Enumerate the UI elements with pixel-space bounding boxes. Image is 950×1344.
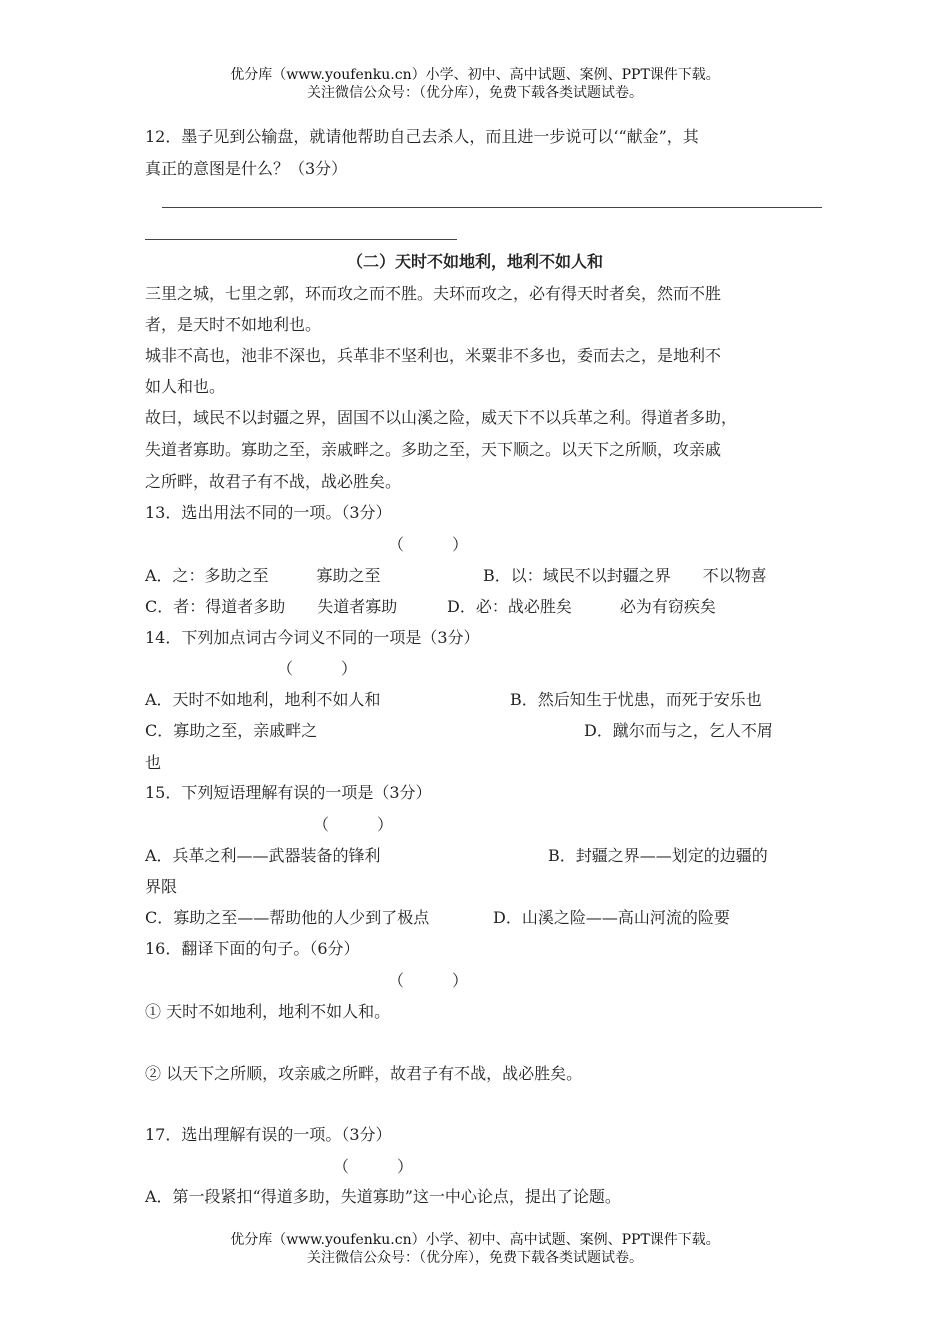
q15-option-b: B．封疆之界——划定的边疆的 [548, 846, 768, 865]
q14-stem: 14．下列加点词古今词义不同的一项是（3分） [145, 628, 480, 647]
answer-line [162, 207, 822, 208]
q12-text-1: 12．墨子见到公输盘，就请他帮助自己去杀人，而且进一步说可以‘“献金”，其 [145, 127, 699, 146]
passage-line: 之所畔，故君子有不战，战必胜矣。 [145, 472, 402, 491]
q17-stem: 17．选出理解有误的一项。（3分） [145, 1125, 392, 1144]
passage-line: 如人和也。 [145, 377, 226, 396]
passage-line: 失道者寡助。寡助之至，亲戚畔之。多助之至，天下顺之。以天下之所顺，攻亲戚 [145, 440, 722, 459]
q14-option-d-continued: 也 [145, 753, 162, 772]
q13-answer-paren: （ ） [388, 535, 469, 554]
passage-line: 城非不高也，池非不深也，兵革非不坚利也，米粟非不多也，委而去之，是地利不 [145, 346, 722, 365]
q15-option-d: D．山溪之险——高山河流的险要 [493, 908, 730, 927]
q13-option-c: C．者：得道者多助 失道者寡助 [145, 597, 398, 616]
q14-option-c: C．寡助之至，亲戚畔之 [145, 721, 318, 740]
q12-text-2: 真正的意图是什么？（3分） [145, 159, 348, 178]
q17-answer-paren: （ ） [333, 1157, 414, 1176]
header-line-1: 优分库（www.youfenku.cn）小学、初中、高中试题、案例、PPT课件下载。 [230, 67, 720, 83]
footer-line-2: 关注微信公众号：（优分库），免费下载各类试题试卷。 [307, 1250, 643, 1266]
passage-line: 三里之城，七里之郭，环而攻之而不胜。夫环而攻之，必有得天时者矣，然而不胜 [145, 284, 722, 303]
q16-sentence-2: ② 以天下之所顺，攻亲戚之所畔，故君子有不战，战必胜矣。 [145, 1064, 583, 1083]
q13-stem: 13．选出用法不同的一项。（3分） [145, 503, 392, 522]
q13-option-d: D．必：战必胜矣 必为有窃疾矣 [447, 597, 716, 616]
q16-sentence-1: ① 天时不如地利，地利不如人和。 [145, 1002, 391, 1021]
answer-line [145, 239, 457, 240]
header-line-2: 关注微信公众号：（优分库），免费下载各类试题试卷。 [307, 85, 643, 101]
q15-option-c: C．寡助之至——帮助他的人少到了极点 [145, 908, 430, 927]
q15-answer-paren: （ ） [313, 815, 394, 834]
section-title: （二）天时不如地利，地利不如人和 [346, 252, 603, 271]
passage-line: 者，是天时不如地利也。 [145, 315, 322, 334]
q14-option-b: B．然后知生于忧患，而死于安乐也 [510, 690, 762, 709]
q13-option-a: A．之：多助之至 寡助之至 [145, 566, 381, 585]
q15-option-a: A．兵革之利——武器装备的锋利 [145, 846, 381, 865]
footer-line-1: 优分库（www.youfenku.cn）小学、初中、高中试题、案例、PPT课件下载。 [230, 1232, 720, 1248]
q16-stem: 16．翻译下面的句子。（6分） [145, 939, 360, 958]
q15-stem: 15．下列短语理解有误的一项是（3分） [145, 783, 432, 802]
q14-option-d: D．蹴尔而与之，乞人不屑 [584, 721, 773, 740]
q16-answer-paren: （ ） [388, 971, 469, 990]
q13-option-b: B．以：域民不以封疆之界 不以物喜 [483, 566, 767, 585]
q17-option-a: A．第一段紧扣“得道多助，失道寡助”这一中心论点，提出了论题。 [145, 1187, 621, 1206]
q14-answer-paren: （ ） [277, 659, 358, 678]
q15-option-b-continued: 界限 [145, 877, 178, 896]
q14-option-a: A．天时不如地利，地利不如人和 [145, 690, 381, 709]
passage-line: 故曰，域民不以封疆之界，固国不以山溪之险，威天下不以兵革之利。得道者多助， [145, 408, 738, 427]
